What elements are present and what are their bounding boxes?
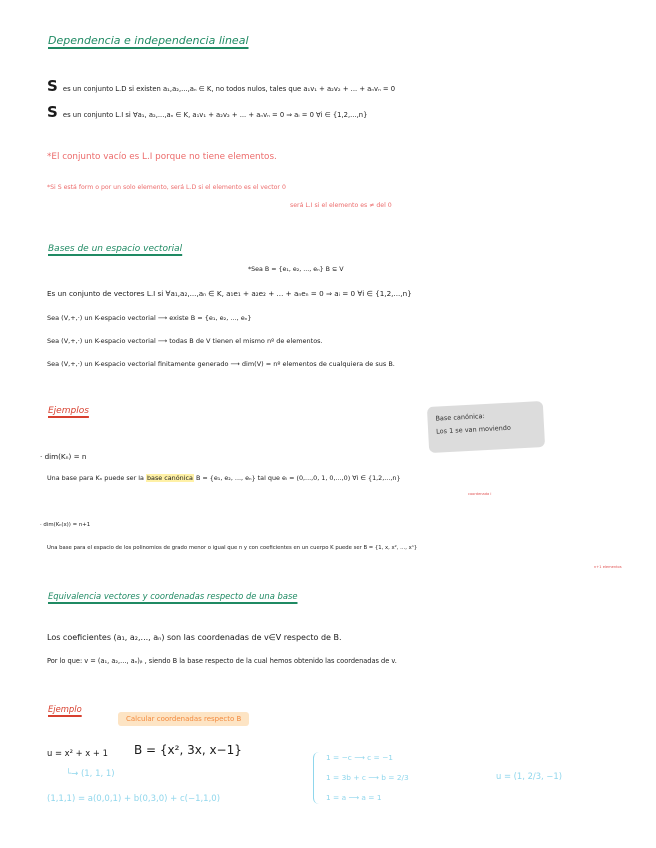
- dim-polynomials: · dim(Kₙ(x)) = n+1: [40, 522, 91, 528]
- dim-kn: · dim(Kₙ) = n: [40, 452, 87, 461]
- section-title-ejemplos: Ejemplos: [48, 406, 89, 416]
- section-title-equivalencia: Equivalencia vectores y coordenadas respecto de una base: [48, 591, 298, 601]
- section-title-dependencia: Dependencia e independencia lineal: [48, 34, 249, 47]
- ld-definition-text: es un conjunto L.D si existen a₁,a₂,...,aₙ ∈ K, no todos nulos, tales que a₁v₁ + a₂v₂ + ... + aₙvₙ = 0: [62, 85, 396, 93]
- canonical-basis-line: [47, 474, 401, 482]
- basis-dimension: Sea (V,+,·) un K-espacio vectorial finitamente generado ⟶ dim(V) = nº elementos de cualquiera de sus B.: [47, 360, 395, 368]
- li-definition-text: es un conjunto L.I si ∀a₁, a₂,...,aₙ ∈ K, a₁v₁ + a₂v₂ + ... + aₙvₙ = 0 ⇒ aᵢ = 0 ∀i ∈ {1,2,...,n}: [62, 111, 368, 119]
- system-eq-1: 1 = −c ⟶ c = −1: [326, 753, 393, 762]
- coordinate-vector: └→ (1, 1, 1): [66, 769, 115, 779]
- sticky-note-line: Los 1 se van moviendo: [435, 423, 512, 436]
- section-title-ejemplo: Ejemplo: [48, 704, 82, 714]
- linear-combination: (1,1,1) = a(0,0,1) + b(0,3,0) + c(−1,1,0): [47, 794, 221, 804]
- set-symbol: S: [47, 103, 58, 121]
- system-eq-2: 1 = 3b + c ⟶ b = 2/3: [326, 773, 409, 782]
- coefficients-line: Los coeficientes (a₁, a₂,..., aₙ) son las coordenadas de v∈V respecto de B.: [47, 633, 342, 642]
- coordinates-line: Por lo que: v = (a₁, a₂,..., aₙ)ᵦ , siendo B la base respecto de la cual hemos obtenido las coordenadas de v.: [47, 657, 397, 665]
- basis-existence: Sea (V,+,·) un K-espacio vectorial ⟶ existe B = {e₁, e₂, ..., eₙ}: [47, 314, 252, 322]
- note-empty-set: *El conjunto vacío es L.I porque no tiene elementos.: [47, 152, 277, 162]
- polynomial-u: u = x² + x + 1: [47, 748, 108, 758]
- canonical-basis-post: B = {e₁, e₂, ..., eₙ} tal que eᵢ = (0,...,0, 1, 0,...,0) ∀i ∈ {1,2,...,n}: [195, 474, 401, 482]
- coordinate-note: coordenada i: [468, 492, 492, 496]
- basis-li-definition: Es un conjunto de vectores L.I si ∀a₁,a₂,...,aₙ ∈ K, a₁e₁ + a₂e₂ + ... + aₙeₙ = 0 ⇒ aᵢ = 0 ∀i ∈ {1,2,...,n}: [47, 289, 412, 298]
- note-single-element-li: será L.I si el elemento es ≠ del 0: [290, 202, 392, 209]
- set-symbol: S: [47, 77, 58, 95]
- canonical-basis-highlight: base canónica: [146, 474, 193, 482]
- polynomial-basis-line: Una base para el espacio de los polinomios de grado menor o igual que n y con coeficientes en un cuerpo K puede ser B = {1, x, x², ..., xⁿ}: [47, 545, 418, 551]
- result-vector: u = (1, 2/3, −1): [496, 771, 562, 781]
- sticky-note-line: Base canónica:: [435, 412, 485, 423]
- calcular-badge: Calcular coordenadas respecto B: [118, 712, 249, 726]
- system-brace: [313, 752, 319, 804]
- note-single-element: *Si S está form o por un solo elemento, será L.D si el elemento es el vector 0: [47, 184, 286, 191]
- ld-definition: [47, 76, 395, 95]
- system-eq-3: 1 = a ⟶ a = 1: [326, 793, 382, 802]
- section-title-bases: Bases de un espacio vectorial: [48, 244, 183, 254]
- polynomial-basis-note: n+1 elementos: [594, 565, 622, 569]
- basis-same-cardinality: Sea (V,+,·) un K-espacio vectorial ⟶ todas B de V tienen el mismo nº de elementos.: [47, 337, 323, 345]
- basis-b: B = {x², 3x, x−1}: [134, 743, 242, 757]
- basis-aside: *Sea B = {e₁, e₂, ..., eₙ} B ⊆ V: [248, 266, 344, 273]
- canonical-basis-pre: Una base para Kₙ puede ser la: [47, 474, 144, 482]
- li-definition: [47, 102, 367, 121]
- sticky-note: [427, 401, 545, 453]
